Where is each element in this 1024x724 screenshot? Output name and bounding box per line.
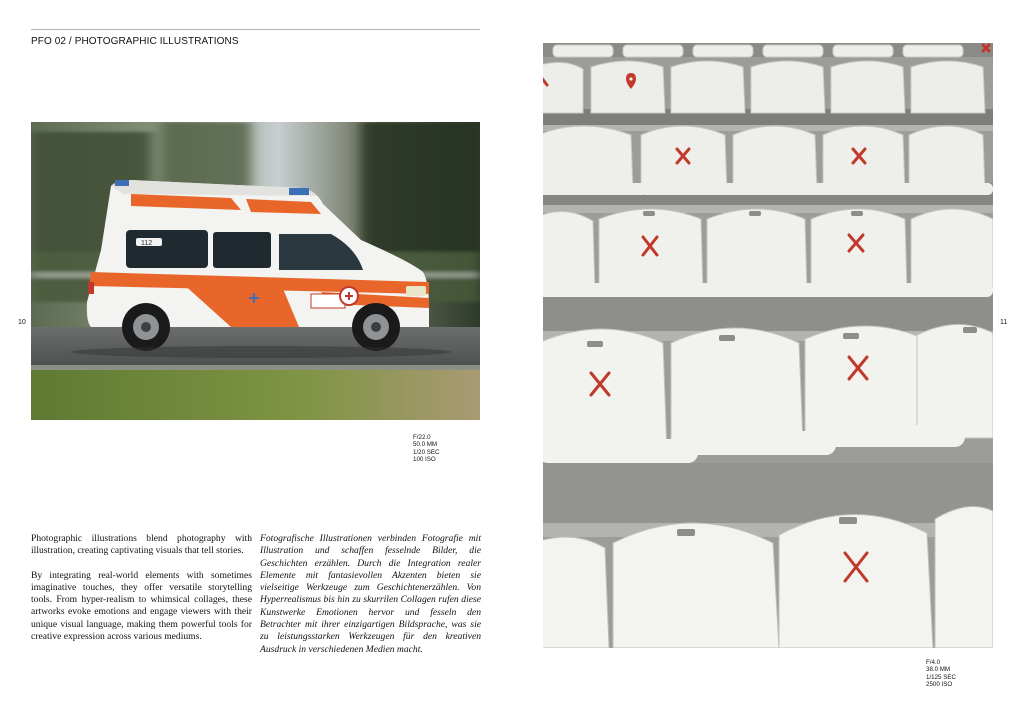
- body-text-english: [31, 533, 252, 655]
- exif-aperture: F/22.0: [413, 434, 431, 441]
- exif-iso: 100 ISO: [413, 456, 436, 464]
- exif-focal: 50.0 MM: [413, 441, 438, 449]
- wheel-front: [352, 303, 400, 351]
- exif-shutter: 1/20 SEC: [413, 448, 440, 456]
- header-rule: [31, 29, 480, 30]
- ambulance-illustration: [31, 122, 480, 420]
- exif-aperture: F/4.0: [926, 659, 941, 666]
- english-paragraph-1: Photographic illustrations blend photography with illustration, creating captivating visuals that tell stories.: [31, 533, 252, 557]
- exif-iso: 2500 ISO: [926, 681, 953, 689]
- page-number-left: 10: [18, 319, 26, 326]
- exif-right: [926, 659, 956, 689]
- body-text-german: [260, 533, 481, 668]
- exif-focal: 38.0 MM: [926, 666, 951, 674]
- stadium-seats-photo: [543, 43, 993, 648]
- wheel-rear: [122, 303, 170, 351]
- van-emergency-number: 112: [141, 240, 153, 247]
- page-number-right: 11: [1000, 319, 1008, 326]
- stadium-seats-illustration: [543, 43, 993, 648]
- exif-left: [413, 434, 439, 464]
- page-header: PFO 02 / PHOTOGRAPHIC ILLUSTRATIONS: [31, 36, 239, 47]
- ambulance-photo: [31, 122, 480, 420]
- english-paragraph-2: By integrating real-world elements with sometimes imaginative touches, they offer versatile storytelling tools. From hyper-realism to whimsical collages, these artworks evoke emotions and engage viewers with their unique visual language, making them powerful tools for creative expression across various mediums.: [31, 569, 252, 643]
- german-paragraph-1: Fotografische Illustrationen verbinden Fotografie mit Illustration und schaffen fesselnde Bilder, die Geschichten erzählen. Durch die Integration realer Elemente mit fantasievollen Akzenten bieten sie vielseitige Werkzeuge zum Geschichtenerzählen. Von Hyperrealismus bis hin zu skurrilen Collagen rufen diese Kunstwerke Emotionen hervor und fesseln den Betrachter mit ihrer einzigartigen Bildsprache, was sie zu leistungsstarken Werkzeugen für den kreativen Ausdruck in verschiedenen Medien macht.: [260, 533, 481, 655]
- exif-shutter: 1/125 SEC: [926, 673, 956, 681]
